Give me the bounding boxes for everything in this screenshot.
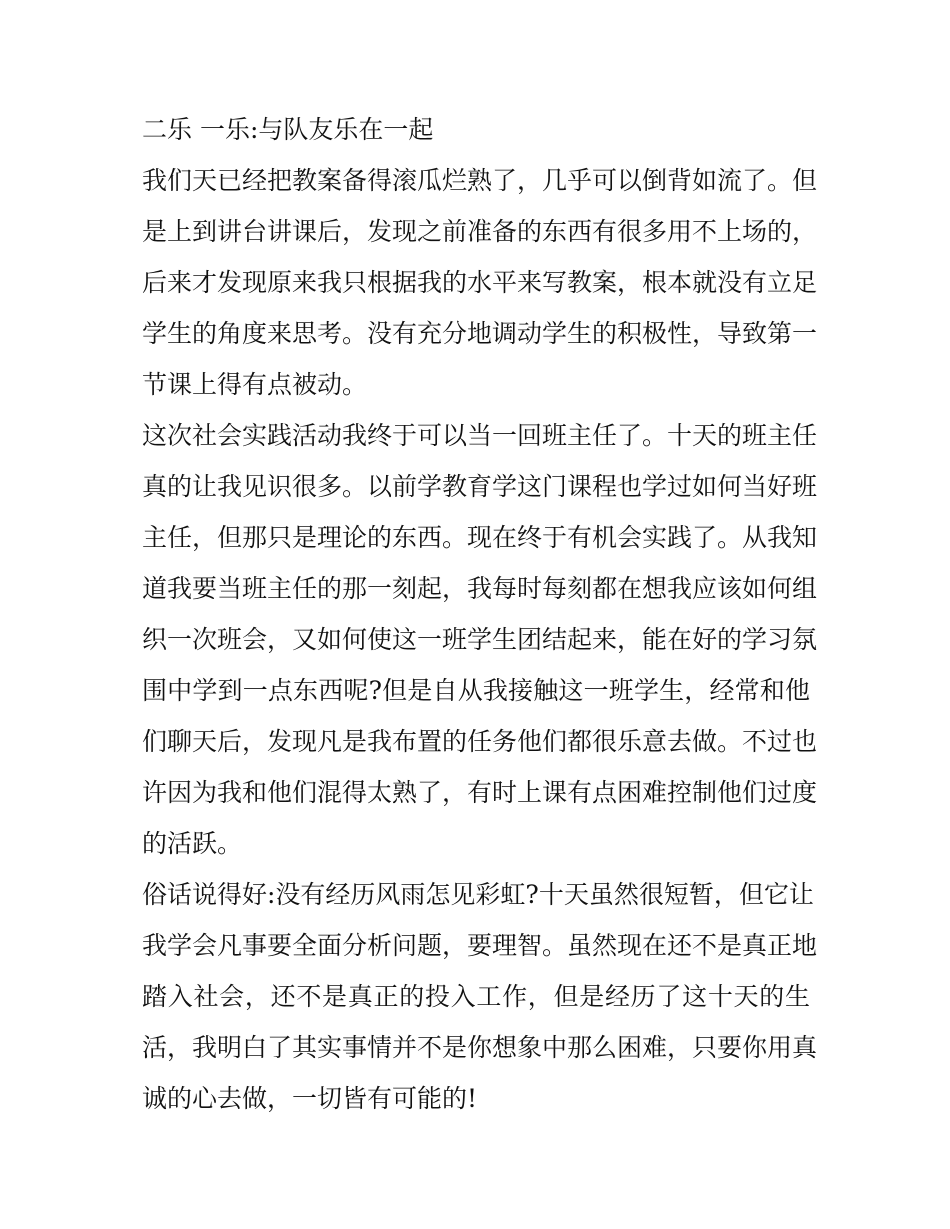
paragraph-line: 是上到讲台讲课后，发现之前准备的东西有很多用不上场的， (142, 217, 818, 246)
paragraph-line: 们聊天后，发现凡是我布置的任务他们都很乐意去做。不过也 (142, 727, 818, 756)
paragraph-line: 我学会凡事要全面分析问题，要理智。虽然现在还不是真正地 (142, 931, 818, 960)
paragraph-line: 诚的心去做，一切皆有可能的! (142, 1084, 478, 1113)
paragraph-line: 俗话说得好:没有经历风雨怎见彩虹?十天虽然很短暂，但它让 (142, 880, 814, 909)
paragraph-line: 踏入社会，还不是真正的投入工作，但是经历了这十天的生 (142, 982, 810, 1011)
paragraph-line: 的活跃。 (142, 829, 243, 858)
paragraph-line: 道我要当班主任的那一刻起，我每时每刻都在想我应该如何组 (142, 574, 818, 603)
paragraph-line: 围中学到一点东西呢?但是自从我接触这一班学生，经常和他 (142, 676, 810, 705)
paragraph-line: 织一次班会，又如何使这一班学生团结起来，能在好的学习氛 (142, 625, 818, 654)
document-body (142, 104, 818, 1124)
paragraph-line: 许因为我和他们混得太熟了，有时上课有点困难控制他们过度 (142, 778, 818, 807)
paragraph-line: 后来才发现原来我只根据我的水平来写教案，根本就没有立足 (142, 268, 818, 297)
paragraph-1 (142, 155, 818, 410)
paragraph-line: 学生的角度来思考。没有充分地调动学生的积极性，导致第一 (142, 319, 818, 348)
paragraph-line: 主任，但那只是理论的东西。现在终于有机会实践了。从我知 (142, 523, 818, 552)
section-heading: 二乐 一乐:与队友乐在一起 (142, 115, 434, 144)
paragraph-line: 节课上得有点被动。 (142, 370, 368, 399)
paragraph-line: 这次社会实践活动我终于可以当一回班主任了。十天的班主任 (142, 421, 818, 450)
paragraph-3 (142, 869, 818, 1124)
paragraph-line: 活，我明白了其实事情并不是你想象中那么困难，只要你用真 (142, 1033, 818, 1062)
paragraph-line: 真的让我见识很多。以前学教育学这门课程也学过如何当好班 (142, 472, 818, 501)
paragraph-line: 我们天已经把教案备得滚瓜烂熟了，几乎可以倒背如流了。但 (142, 166, 818, 195)
paragraph-2 (142, 410, 818, 869)
